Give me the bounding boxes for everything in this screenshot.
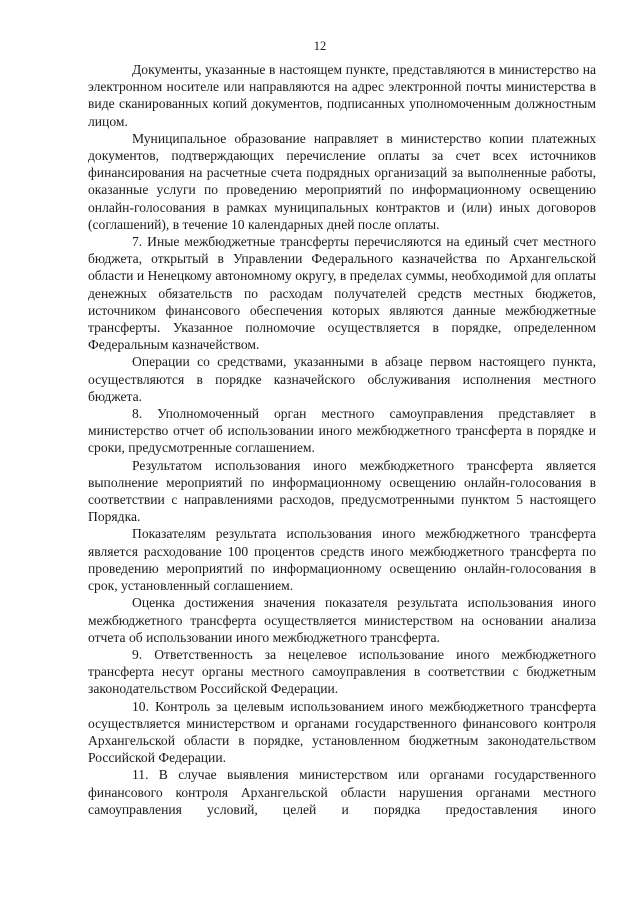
paragraph-evaluation: Оценка достижения значения показателя результата использования иного межбюджетного трансферта осуществляется министерством на основании анализа отчета об использовании иного межбюджетного трансферта. (88, 595, 596, 645)
paragraph-item-9-responsibility: 9. Ответственность за нецелевое использование иного межбюджетного трансферта несут органы местного самоуправления в соответствии с бюджетным законодательством Российской Федерации. (88, 646, 596, 697)
paragraph-item-10-control: 10. Контроль за целевым использованием иного межбюджетного трансферта осуществляется министерством и органами государственного финансового контроля Архангельской области в порядке, установленном бюджетным законодательством Российской Федерации. (88, 698, 596, 766)
page-number: 12 (313, 39, 327, 53)
paragraph-item-7-transfers: 7. Иные межбюджетные трансферты перечисляются на единый счет местного бюджета, открытый в Управлении Федерального казначейства по Архангельской области и Ненецкому автономному округу, в пределах суммы, необходимой для оплаты денежных обязательств по расходам получателей средств местных бюджетов, источником финансового обеспечения которых являются данные межбюджетные трансферты. Указанное полномочие осуществляется в порядке, определенном Федеральным казначейством. (88, 234, 596, 353)
paragraph-result: Результатом использования иного межбюджетного трансферта является выполнение мероприятий по информационному освещению онлайн-голосования в соответствии с направлениями расходов, предусмотренными пунктом 5 настоящего Порядка. (88, 457, 596, 525)
paragraph-payment-copies: Муниципальное образование направляет в министерство копии платежных документов, подтверждающих перечисление оплаты за счет всех источников финансирования на расчетные счета подрядных организаций за выполненные работы, оказанные услуги по проведению мероприятий по информационному освещению онлайн-голосования в рамках муниципальных контрактов и (или) иных договоров (соглашений), в течение 10 календарных дней после оплаты. (88, 130, 596, 232)
paragraph-documents-submission: Документы, указанные в настоящем пункте, представляются в министерство на электронном носителе или направляются на адрес электронной почты министерства в виде сканированных копий документов, подписанных уполномоченным должностным лицом. (88, 62, 596, 129)
document-body (88, 61, 596, 818)
paragraph-item-11-violations: 11. В случае выявления министерством или органами государственного финансового контроля Архангельской области нарушения органами местного самоуправления условий, целей и порядка предоставления иного (88, 767, 596, 817)
paragraph-result-indicator: Показателям результата использования иного межбюджетного трансферта является расходование 100 процентов средств иного межбюджетного трансферта по проведению мероприятий по информационному освещению онлайн-голосования в срок, установленный соглашением. (88, 526, 596, 594)
paragraph-item-8-report: 8. Уполномоченный орган местного самоуправления представляет в министерство отчет об использовании иного межбюджетного трансферта в порядке и сроки, предусмотренные соглашением. (88, 406, 596, 456)
paragraph-treasury-operations: Операции со средствами, указанными в абзаце первом настоящего пункта, осуществляются в порядке казначейского обслуживания исполнения местного бюджета. (88, 354, 596, 404)
